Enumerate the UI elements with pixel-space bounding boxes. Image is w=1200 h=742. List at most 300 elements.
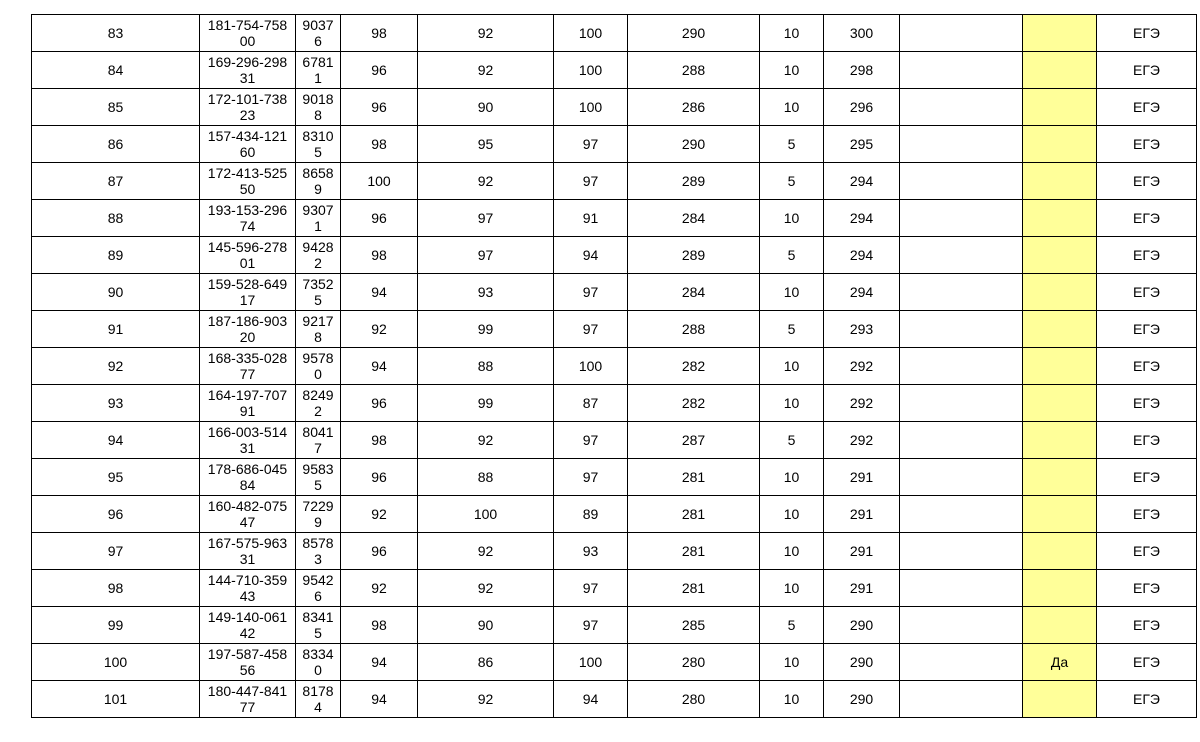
snils-line-1: 144-710-359: [207, 572, 288, 588]
snils-cell: [200, 533, 296, 570]
extra-points-cell: 10: [760, 385, 824, 422]
snils-cell: [200, 52, 296, 89]
snils-line-2: 31: [239, 551, 256, 567]
score-3-cell: 91: [554, 200, 628, 237]
exam-sum-cell: 280: [628, 681, 760, 718]
snils-line-1: 159-528-649: [207, 276, 288, 292]
row-number-cell: 85: [32, 89, 200, 126]
table-row: [32, 15, 1197, 52]
score-3-cell: 100: [554, 89, 628, 126]
score-2-cell: 90: [418, 607, 554, 644]
table-row: [32, 570, 1197, 607]
snils-cell: [200, 237, 296, 274]
extra-points-cell: 10: [760, 459, 824, 496]
snils-line-1: 178-686-045: [207, 461, 288, 477]
applicant-code-line-2: 5: [314, 292, 322, 308]
score-1-cell: 98: [341, 607, 418, 644]
consent-flag-cell: [1023, 533, 1097, 570]
snils-line-1: 166-003-514: [207, 424, 288, 440]
note-cell: [900, 348, 1023, 385]
exam-sum-cell: 281: [628, 496, 760, 533]
exam-sum-cell: 288: [628, 52, 760, 89]
applicant-code-line-2: 0: [314, 366, 322, 382]
score-2-cell: 92: [418, 163, 554, 200]
snils-line-2: 20: [239, 329, 256, 345]
snils-line-2: 77: [239, 699, 256, 715]
snils-line-2: 00: [239, 33, 256, 49]
score-2-cell: 95: [418, 126, 554, 163]
extra-points-cell: 10: [760, 496, 824, 533]
snils-line-2: 23: [239, 107, 256, 123]
score-2-cell: 97: [418, 200, 554, 237]
score-1-cell: 98: [341, 15, 418, 52]
total-score-cell: 298: [824, 52, 900, 89]
row-number-cell: 97: [32, 533, 200, 570]
score-3-cell: 87: [554, 385, 628, 422]
score-1-cell: 94: [341, 644, 418, 681]
snils-cell: [200, 15, 296, 52]
exam-sum-cell: 289: [628, 163, 760, 200]
applicant-code-line-1: 8178: [302, 683, 334, 699]
row-number-cell: 94: [32, 422, 200, 459]
extra-points-cell: 5: [760, 607, 824, 644]
applicant-code-line-2: 8: [314, 107, 322, 123]
applicant-code-line-2: 5: [314, 144, 322, 160]
total-score-cell: 291: [824, 533, 900, 570]
exam-sum-cell: 288: [628, 311, 760, 348]
applicant-code-line-2: 6: [314, 33, 322, 49]
admission-type-cell: ЕГЭ: [1097, 533, 1197, 570]
total-score-cell: 293: [824, 311, 900, 348]
note-cell: [900, 459, 1023, 496]
applicant-code-cell: [296, 200, 341, 237]
snils-line-2: 60: [239, 144, 256, 160]
admission-type-cell: ЕГЭ: [1097, 274, 1197, 311]
admission-type-cell: ЕГЭ: [1097, 15, 1197, 52]
applicant-code-cell: [296, 274, 341, 311]
admission-type-cell: ЕГЭ: [1097, 348, 1197, 385]
table-row: [32, 644, 1197, 681]
total-score-cell: 292: [824, 385, 900, 422]
row-number-cell: 95: [32, 459, 200, 496]
exam-sum-cell: 282: [628, 385, 760, 422]
row-number-cell: 83: [32, 15, 200, 52]
snils-cell: [200, 459, 296, 496]
row-number-cell: 98: [32, 570, 200, 607]
applicant-code-cell: [296, 570, 341, 607]
snils-line-2: 31: [239, 70, 256, 86]
applicant-code-line-1: 8310: [302, 128, 334, 144]
exam-sum-cell: 281: [628, 459, 760, 496]
row-number-cell: 101: [32, 681, 200, 718]
applicant-code-line-1: 8658: [302, 165, 334, 181]
applicant-code-cell: [296, 126, 341, 163]
exam-sum-cell: 280: [628, 644, 760, 681]
total-score-cell: 292: [824, 422, 900, 459]
note-cell: [900, 385, 1023, 422]
applicant-code-line-1: 9428: [302, 239, 334, 255]
snils-line-2: 31: [239, 440, 256, 456]
admission-type-cell: ЕГЭ: [1097, 163, 1197, 200]
applicant-code-cell: [296, 533, 341, 570]
extra-points-cell: 10: [760, 52, 824, 89]
score-2-cell: 92: [418, 15, 554, 52]
applicant-code-line-1: 6781: [302, 54, 334, 70]
snils-cell: [200, 570, 296, 607]
admission-type-cell: ЕГЭ: [1097, 385, 1197, 422]
exam-sum-cell: 290: [628, 15, 760, 52]
total-score-cell: 294: [824, 237, 900, 274]
score-2-cell: 88: [418, 348, 554, 385]
table-row: [32, 163, 1197, 200]
score-3-cell: 100: [554, 644, 628, 681]
score-2-cell: 97: [418, 237, 554, 274]
note-cell: [900, 15, 1023, 52]
extra-points-cell: 10: [760, 533, 824, 570]
snils-cell: [200, 644, 296, 681]
score-3-cell: 97: [554, 422, 628, 459]
snils-line-2: 74: [239, 218, 256, 234]
score-1-cell: 94: [341, 681, 418, 718]
admission-type-cell: ЕГЭ: [1097, 496, 1197, 533]
extra-points-cell: 10: [760, 681, 824, 718]
consent-flag-cell: [1023, 681, 1097, 718]
note-cell: [900, 422, 1023, 459]
table-row: [32, 681, 1197, 718]
score-1-cell: 96: [341, 385, 418, 422]
table-row: [32, 311, 1197, 348]
note-cell: [900, 52, 1023, 89]
applicant-code-cell: [296, 237, 341, 274]
row-number-cell: 92: [32, 348, 200, 385]
admission-type-cell: ЕГЭ: [1097, 422, 1197, 459]
consent-flag-cell: [1023, 459, 1097, 496]
score-3-cell: 97: [554, 311, 628, 348]
consent-flag-cell: [1023, 385, 1097, 422]
exam-sum-cell: 282: [628, 348, 760, 385]
applicant-code-cell: [296, 644, 341, 681]
applicant-code-line-2: 2: [314, 255, 322, 271]
total-score-cell: 291: [824, 459, 900, 496]
score-1-cell: 92: [341, 496, 418, 533]
row-number-cell: 84: [32, 52, 200, 89]
applicant-code-cell: [296, 681, 341, 718]
table-row: [32, 496, 1197, 533]
consent-flag-cell: [1023, 52, 1097, 89]
score-3-cell: 100: [554, 15, 628, 52]
snils-line-1: 164-197-707: [207, 387, 288, 403]
score-1-cell: 96: [341, 89, 418, 126]
applicant-code-cell: [296, 348, 341, 385]
exam-sum-cell: 284: [628, 200, 760, 237]
admission-type-cell: ЕГЭ: [1097, 200, 1197, 237]
snils-line-2: 42: [239, 625, 256, 641]
snils-line-2: 17: [239, 292, 256, 308]
score-3-cell: 97: [554, 607, 628, 644]
snils-cell: [200, 422, 296, 459]
snils-line-2: 01: [239, 255, 256, 271]
applicant-code-line-2: 6: [314, 588, 322, 604]
snils-line-1: 145-596-278: [207, 239, 288, 255]
score-1-cell: 94: [341, 274, 418, 311]
consent-flag-cell: [1023, 200, 1097, 237]
consent-flag-cell: [1023, 348, 1097, 385]
snils-cell: [200, 274, 296, 311]
exam-sum-cell: 281: [628, 533, 760, 570]
snils-line-1: 172-101-738: [207, 91, 288, 107]
applicant-code-line-2: 5: [314, 625, 322, 641]
applicant-code-line-1: 9307: [302, 202, 334, 218]
admission-type-cell: ЕГЭ: [1097, 237, 1197, 274]
applicant-code-line-2: 8: [314, 329, 322, 345]
admission-type-cell: ЕГЭ: [1097, 459, 1197, 496]
score-2-cell: 99: [418, 385, 554, 422]
note-cell: [900, 311, 1023, 348]
total-score-cell: 296: [824, 89, 900, 126]
snils-line-1: 172-413-525: [207, 165, 288, 181]
score-1-cell: 92: [341, 570, 418, 607]
applicant-code-cell: [296, 496, 341, 533]
exam-sum-cell: 289: [628, 237, 760, 274]
applicant-code-line-2: 9: [314, 514, 322, 530]
score-3-cell: 97: [554, 459, 628, 496]
applicant-code-line-2: 1: [314, 218, 322, 234]
table-row: [32, 459, 1197, 496]
snils-cell: [200, 348, 296, 385]
extra-points-cell: 5: [760, 163, 824, 200]
consent-flag-cell: [1023, 89, 1097, 126]
applicant-code-line-1: 9542: [302, 572, 334, 588]
admission-type-cell: ЕГЭ: [1097, 644, 1197, 681]
consent-flag-cell: [1023, 496, 1097, 533]
admission-type-cell: ЕГЭ: [1097, 570, 1197, 607]
table-row: [32, 237, 1197, 274]
extra-points-cell: 10: [760, 644, 824, 681]
table-row: [32, 422, 1197, 459]
score-2-cell: 92: [418, 533, 554, 570]
admission-type-cell: ЕГЭ: [1097, 126, 1197, 163]
snils-line-1: 168-335-028: [207, 350, 288, 366]
admission-type-cell: ЕГЭ: [1097, 681, 1197, 718]
snils-line-2: 50: [239, 181, 256, 197]
applicant-code-line-1: 7229: [302, 498, 334, 514]
applicant-code-line-2: 5: [314, 477, 322, 493]
exam-sum-cell: 284: [628, 274, 760, 311]
consent-flag-cell: [1023, 422, 1097, 459]
row-number-cell: 88: [32, 200, 200, 237]
applicant-code-cell: [296, 422, 341, 459]
score-2-cell: 86: [418, 644, 554, 681]
applicant-code-cell: [296, 163, 341, 200]
table-row: [32, 274, 1197, 311]
extra-points-cell: 5: [760, 311, 824, 348]
applicant-code-line-1: 8249: [302, 387, 334, 403]
row-number-cell: 89: [32, 237, 200, 274]
score-2-cell: 99: [418, 311, 554, 348]
table-row: [32, 385, 1197, 422]
row-number-cell: 90: [32, 274, 200, 311]
total-score-cell: 290: [824, 644, 900, 681]
table-row: [32, 348, 1197, 385]
total-score-cell: 294: [824, 274, 900, 311]
snils-line-2: 91: [239, 403, 256, 419]
snils-cell: [200, 496, 296, 533]
total-score-cell: 292: [824, 348, 900, 385]
applicant-code-cell: [296, 52, 341, 89]
score-1-cell: 96: [341, 533, 418, 570]
snils-line-2: 47: [239, 514, 256, 530]
note-cell: [900, 644, 1023, 681]
total-score-cell: 300: [824, 15, 900, 52]
extra-points-cell: 10: [760, 89, 824, 126]
score-3-cell: 97: [554, 163, 628, 200]
table-row: [32, 52, 1197, 89]
score-1-cell: 96: [341, 200, 418, 237]
consent-flag-cell: [1023, 607, 1097, 644]
snils-cell: [200, 607, 296, 644]
score-1-cell: 96: [341, 52, 418, 89]
total-score-cell: 294: [824, 200, 900, 237]
applicant-code-cell: [296, 459, 341, 496]
score-3-cell: 94: [554, 681, 628, 718]
snils-line-1: 197-587-458: [207, 646, 288, 662]
applicant-code-cell: [296, 385, 341, 422]
table-row: [32, 126, 1197, 163]
consent-flag-cell: [1023, 311, 1097, 348]
applicant-code-line-1: 9217: [302, 313, 334, 329]
score-3-cell: 89: [554, 496, 628, 533]
snils-cell: [200, 89, 296, 126]
exam-sum-cell: 287: [628, 422, 760, 459]
applicant-code-line-2: 4: [314, 699, 322, 715]
applicant-code-line-1: 9583: [302, 461, 334, 477]
total-score-cell: 290: [824, 681, 900, 718]
note-cell: [900, 163, 1023, 200]
applicants-table: [31, 14, 1197, 718]
admission-type-cell: ЕГЭ: [1097, 311, 1197, 348]
applicant-code-cell: [296, 311, 341, 348]
exam-sum-cell: 285: [628, 607, 760, 644]
score-3-cell: 97: [554, 126, 628, 163]
row-number-cell: 100: [32, 644, 200, 681]
table-row: [32, 200, 1197, 237]
applicant-code-line-1: 8578: [302, 535, 334, 551]
row-number-cell: 86: [32, 126, 200, 163]
score-1-cell: 98: [341, 237, 418, 274]
row-number-cell: 87: [32, 163, 200, 200]
extra-points-cell: 10: [760, 274, 824, 311]
score-2-cell: 92: [418, 52, 554, 89]
score-2-cell: 88: [418, 459, 554, 496]
table-row: [32, 607, 1197, 644]
applicant-code-line-2: 3: [314, 551, 322, 567]
applicant-code-line-2: 1: [314, 70, 322, 86]
exam-sum-cell: 281: [628, 570, 760, 607]
consent-flag-cell: [1023, 163, 1097, 200]
note-cell: [900, 681, 1023, 718]
score-1-cell: 98: [341, 422, 418, 459]
snils-cell: [200, 200, 296, 237]
row-number-cell: 99: [32, 607, 200, 644]
applicant-code-cell: [296, 15, 341, 52]
score-3-cell: 100: [554, 348, 628, 385]
score-2-cell: 92: [418, 422, 554, 459]
total-score-cell: 290: [824, 607, 900, 644]
applicant-code-line-1: 7352: [302, 276, 334, 292]
snils-cell: [200, 385, 296, 422]
applicant-code-line-1: 8341: [302, 609, 334, 625]
consent-flag-cell: Да: [1023, 644, 1097, 681]
score-1-cell: 100: [341, 163, 418, 200]
extra-points-cell: 10: [760, 200, 824, 237]
consent-flag-cell: [1023, 15, 1097, 52]
score-3-cell: 94: [554, 237, 628, 274]
snils-line-1: 193-153-296: [207, 202, 288, 218]
score-2-cell: 100: [418, 496, 554, 533]
snils-line-2: 77: [239, 366, 256, 382]
exam-sum-cell: 290: [628, 126, 760, 163]
table-row: [32, 533, 1197, 570]
consent-flag-cell: [1023, 237, 1097, 274]
snils-line-1: 157-434-121: [207, 128, 288, 144]
extra-points-cell: 5: [760, 237, 824, 274]
note-cell: [900, 496, 1023, 533]
applicant-code-line-2: 9: [314, 181, 322, 197]
score-2-cell: 90: [418, 89, 554, 126]
row-number-cell: 91: [32, 311, 200, 348]
applicant-code-line-1: 9018: [302, 91, 334, 107]
table-body: [32, 15, 1197, 718]
score-3-cell: 100: [554, 52, 628, 89]
consent-flag-cell: [1023, 274, 1097, 311]
snils-cell: [200, 126, 296, 163]
extra-points-cell: 10: [760, 15, 824, 52]
applicant-code-cell: [296, 89, 341, 126]
note-cell: [900, 200, 1023, 237]
note-cell: [900, 126, 1023, 163]
applicant-code-line-2: 7: [314, 440, 322, 456]
snils-line-1: 149-140-061: [207, 609, 288, 625]
score-2-cell: 93: [418, 274, 554, 311]
snils-line-1: 167-575-963: [207, 535, 288, 551]
snils-cell: [200, 681, 296, 718]
total-score-cell: 295: [824, 126, 900, 163]
note-cell: [900, 533, 1023, 570]
extra-points-cell: 10: [760, 348, 824, 385]
exam-sum-cell: 286: [628, 89, 760, 126]
extra-points-cell: 5: [760, 422, 824, 459]
row-number-cell: 96: [32, 496, 200, 533]
applicant-code-line-2: 2: [314, 403, 322, 419]
snils-line-1: 169-296-298: [207, 54, 288, 70]
snils-cell: [200, 163, 296, 200]
applicant-code-line-2: 0: [314, 662, 322, 678]
applicant-code-line-1: 9578: [302, 350, 334, 366]
score-2-cell: 92: [418, 681, 554, 718]
note-cell: [900, 274, 1023, 311]
score-3-cell: 93: [554, 533, 628, 570]
admission-type-cell: ЕГЭ: [1097, 607, 1197, 644]
total-score-cell: 294: [824, 163, 900, 200]
snils-line-2: 56: [239, 662, 256, 678]
score-1-cell: 98: [341, 126, 418, 163]
applicant-code-cell: [296, 607, 341, 644]
note-cell: [900, 89, 1023, 126]
snils-line-2: 84: [239, 477, 256, 493]
applicant-code-line-1: 9037: [302, 17, 334, 33]
row-number-cell: 93: [32, 385, 200, 422]
score-1-cell: 96: [341, 459, 418, 496]
